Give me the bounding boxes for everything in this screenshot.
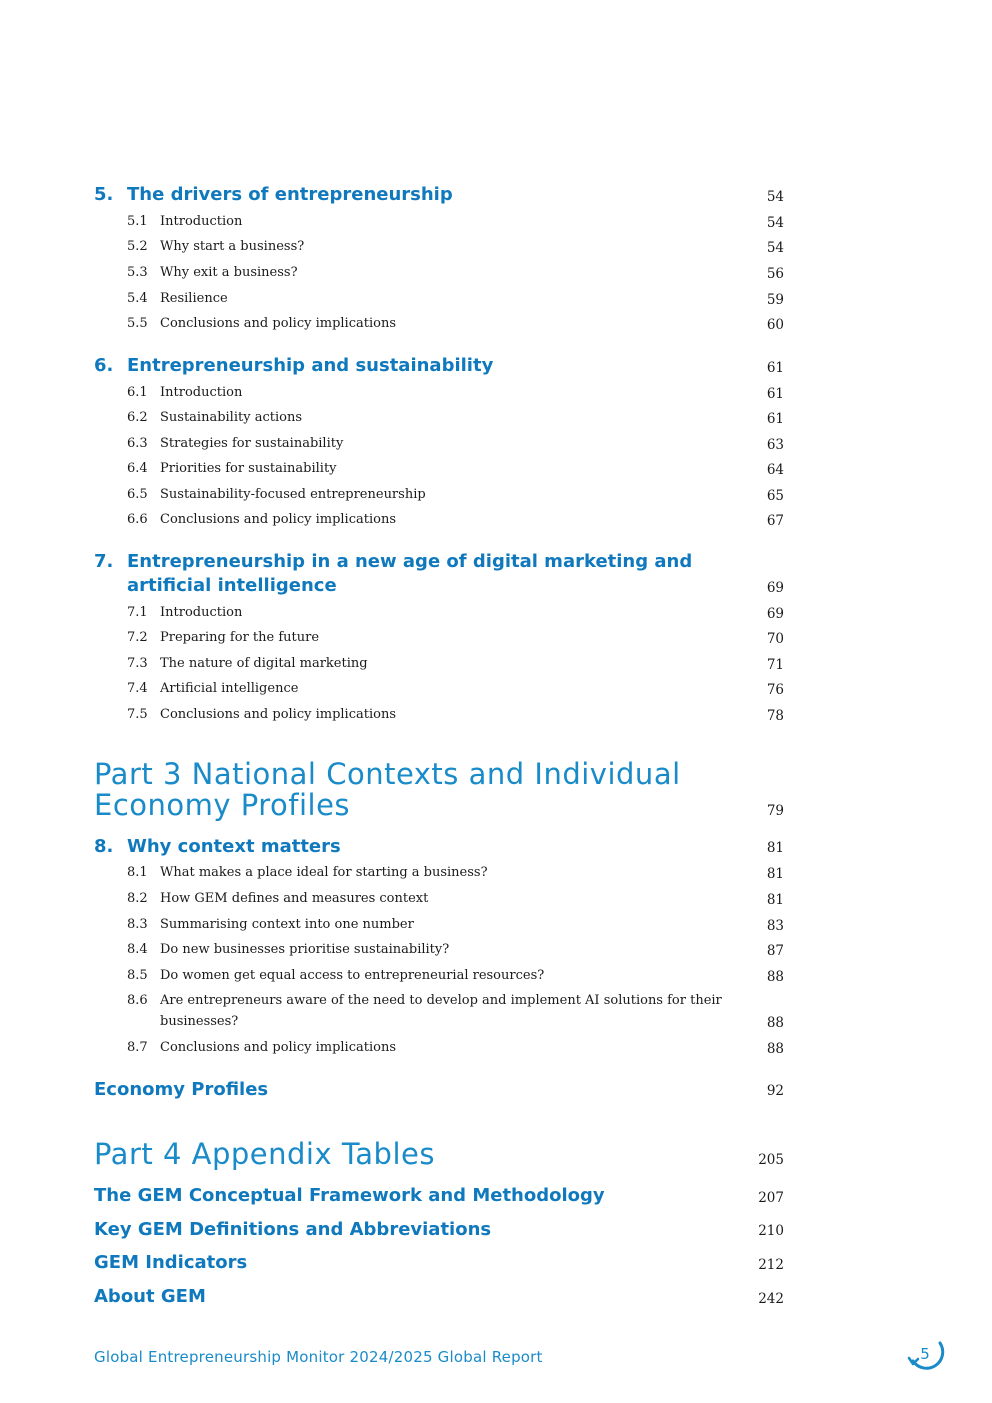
section-number: 5.2 — [127, 239, 148, 254]
section-title: Conclusions and policy implications — [160, 1040, 396, 1055]
section-number: 7.4 — [127, 681, 148, 696]
toc-appendix-item[interactable]: Key GEM Definitions and Abbreviations — [94, 1219, 492, 1240]
page-number: 81 — [766, 866, 784, 882]
page-number: 83 — [766, 918, 784, 934]
section-number: 8.3 — [127, 917, 148, 932]
section-title: Conclusions and policy implications — [160, 512, 396, 527]
section-title: Introduction — [160, 385, 243, 400]
section-number: 7.1 — [127, 605, 148, 620]
toc-appendix-item[interactable]: GEM Indicators — [94, 1252, 248, 1273]
page-number: 63 — [766, 437, 784, 453]
section-title: Priorities for sustainability — [160, 461, 337, 476]
chapter-number: 7. — [94, 551, 114, 572]
page-number: 210 — [758, 1223, 784, 1239]
page-number: 69 — [766, 580, 784, 596]
section-title: Summarising context into one number — [160, 917, 414, 932]
section-number: 8.1 — [127, 865, 148, 880]
section-title: Resilience — [160, 291, 228, 306]
section-title: Why exit a business? — [160, 265, 298, 280]
page-number: 61 — [766, 386, 784, 402]
section-number: 6.1 — [127, 385, 148, 400]
part-4-title[interactable]: Part 4 Appendix Tables — [94, 1137, 435, 1171]
section-number: 5.3 — [127, 265, 148, 280]
chapter-number: 5. — [94, 184, 114, 205]
section-title: Why start a business? — [160, 239, 305, 254]
section-title: Introduction — [160, 605, 243, 620]
section-number: 7.2 — [127, 630, 148, 645]
page-number: 79 — [766, 803, 784, 819]
section-number: 6.5 — [127, 487, 148, 502]
part-3-title-line1[interactable]: Part 3 National Contexts and Individual — [94, 757, 681, 791]
page-number: 61 — [766, 360, 784, 376]
section-number: 8.7 — [127, 1040, 148, 1055]
section-title: Artificial intelligence — [160, 681, 299, 696]
toc-appendix-item[interactable]: The GEM Conceptual Framework and Methodology — [94, 1185, 605, 1206]
page-number: 54 — [766, 189, 784, 205]
page-number: 69 — [766, 606, 784, 622]
section-number: 6.2 — [127, 410, 148, 425]
section-title-line2: businesses? — [160, 1014, 239, 1029]
section-title: Do women get equal access to entrepreneurial resources? — [160, 968, 545, 983]
page-number-current: 5 — [920, 1345, 930, 1363]
page-number: 92 — [766, 1083, 784, 1099]
section-title: Sustainability actions — [160, 410, 302, 425]
page-number: 87 — [766, 943, 784, 959]
section-number: 8.4 — [127, 942, 148, 957]
section-title: How GEM defines and measures context — [160, 891, 429, 906]
page-number: 78 — [766, 708, 784, 724]
section-number: 5.4 — [127, 291, 148, 306]
section-title: Conclusions and policy implications — [160, 316, 396, 331]
part-3-title-line2[interactable]: Economy Profiles — [94, 788, 351, 822]
chapter-title-line2: artificial intelligence — [127, 575, 337, 596]
page-number: 67 — [766, 513, 784, 529]
page-number: 76 — [766, 682, 784, 698]
section-title: Sustainability-focused entrepreneurship — [160, 487, 426, 502]
section-title: What makes a place ideal for starting a business? — [160, 865, 488, 880]
toc-economy-profiles[interactable]: Economy Profiles — [94, 1079, 269, 1100]
section-number: 8.5 — [127, 968, 148, 983]
page-number: 59 — [766, 292, 784, 308]
page-number: 60 — [766, 317, 784, 333]
page-number: 54 — [766, 240, 784, 256]
page-number: 88 — [766, 1015, 784, 1031]
page-number: 212 — [758, 1257, 784, 1273]
chapter-title: Entrepreneurship and sustainability — [127, 355, 494, 376]
page-number: 56 — [766, 266, 784, 282]
section-number: 7.3 — [127, 656, 148, 671]
section-number: 8.2 — [127, 891, 148, 906]
page-number: 70 — [766, 631, 784, 647]
section-number: 6.3 — [127, 436, 148, 451]
section-number: 7.5 — [127, 707, 148, 722]
page-number: 81 — [766, 892, 784, 908]
section-title-line1: Are entrepreneurs aware of the need to develop and implement AI solutions for their — [160, 993, 722, 1008]
section-title: Strategies for sustainability — [160, 436, 344, 451]
section-title: Preparing for the future — [160, 630, 320, 645]
page-number: 81 — [766, 840, 784, 856]
chapter-number: 6. — [94, 355, 114, 376]
page-number: 71 — [766, 657, 784, 673]
section-title: The nature of digital marketing — [160, 656, 368, 671]
page-number: 207 — [758, 1190, 784, 1206]
section-title: Conclusions and policy implications — [160, 707, 396, 722]
chapter-number: 8. — [94, 836, 114, 857]
section-number: 6.4 — [127, 461, 148, 476]
section-number: 6.6 — [127, 512, 148, 527]
page-number: 88 — [766, 969, 784, 985]
section-number: 5.5 — [127, 316, 148, 331]
footer-report-title: Global Entrepreneurship Monitor 2024/2025 Global Report — [94, 1348, 543, 1366]
page-number: 65 — [766, 488, 784, 504]
page-number: 242 — [758, 1291, 784, 1307]
page-number: 54 — [766, 215, 784, 231]
chapter-title: Why context matters — [127, 836, 341, 857]
toc-appendix-item[interactable]: About GEM — [94, 1286, 206, 1307]
section-number: 5.1 — [127, 214, 148, 229]
section-title: Introduction — [160, 214, 243, 229]
page-number: 205 — [758, 1152, 784, 1168]
chapter-title: The drivers of entrepreneurship — [127, 184, 453, 205]
section-number: 8.6 — [127, 993, 148, 1008]
section-title: Do new businesses prioritise sustainability? — [160, 942, 450, 957]
chapter-title-line1: Entrepreneurship in a new age of digital marketing and — [127, 551, 693, 572]
page-number: 64 — [766, 462, 784, 478]
page-number-badge — [907, 1337, 947, 1373]
page-number: 88 — [766, 1041, 784, 1057]
page-number: 61 — [766, 411, 784, 427]
